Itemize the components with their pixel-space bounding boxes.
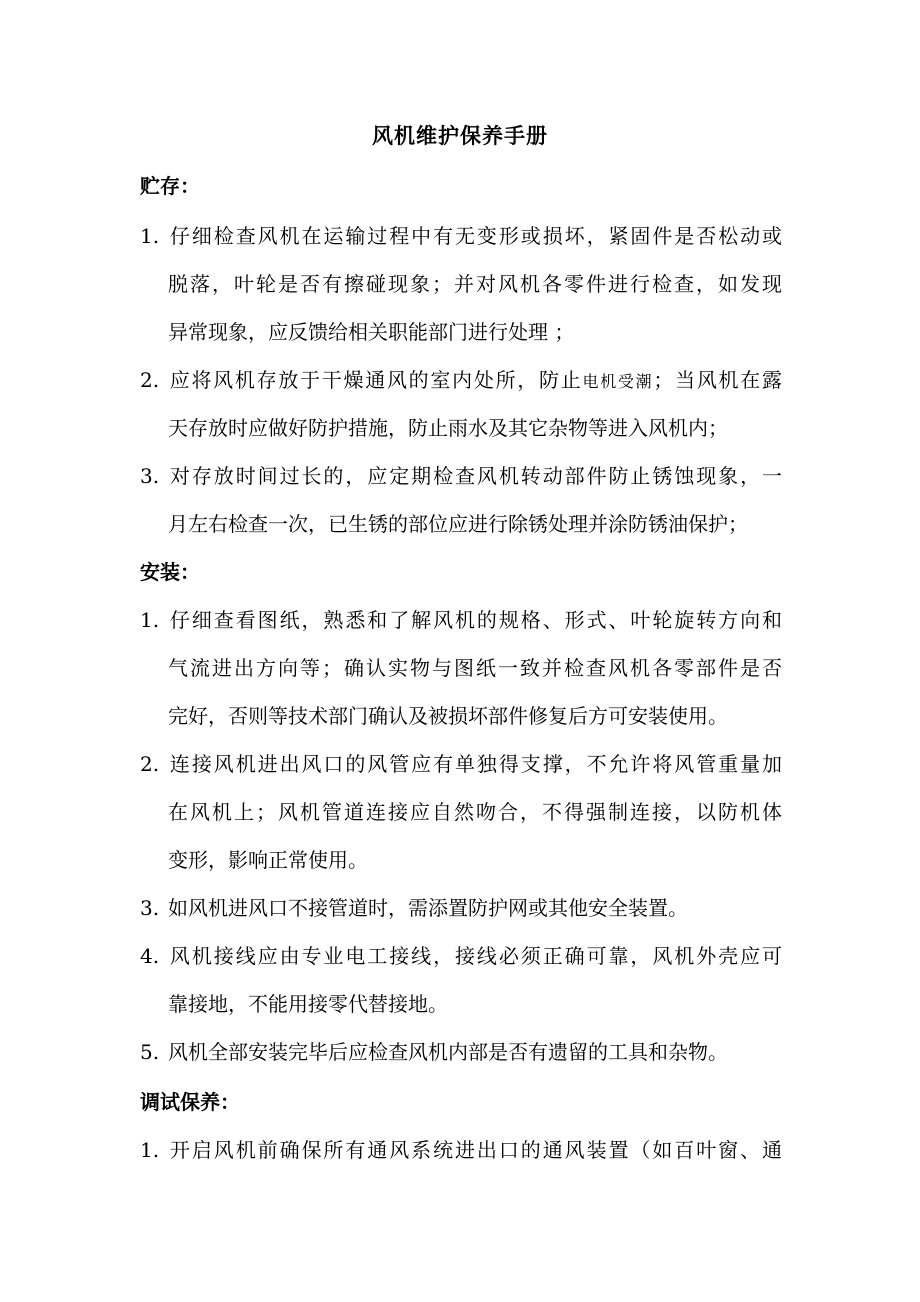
item-line: [140, 218, 782, 266]
list-item-storage-1: [140, 218, 782, 362]
section-heading-storage: 贮存：: [140, 174, 200, 198]
item-number: 1.: [140, 224, 160, 248]
list-item-installation-1: [140, 602, 782, 746]
item-line: [140, 650, 782, 698]
item-text: 对存放时间过长的，应定期检查风机转动部件防止锈蚀现象，一: [168, 464, 782, 488]
item-text: 风机全部安装完毕后应检查风机内部是否有遗留的工具和杂物。: [168, 1040, 728, 1064]
item-text: 变形，影响正常使用。: [168, 848, 368, 872]
list-item-storage-3: [140, 458, 782, 554]
item-number: 5.: [140, 1040, 160, 1064]
item-text: 风机接线应由专业电工接线，接线必须正确可靠，风机外壳应可: [168, 944, 782, 968]
item-text: 异常现象，应反馈给相关职能部门进行处理 ；: [168, 320, 575, 344]
item-text: 完好，否则等技术部门确认及被损坏部件修复后方可安装使用。: [168, 704, 728, 728]
item-line: [140, 602, 782, 650]
item-line: [140, 362, 782, 410]
item-text: 如风机进风口不接管道时，需添置防护网或其他安全装置。: [168, 896, 688, 920]
item-text: 应将风机存放于干燥通风的室内处所，防止: [168, 368, 583, 392]
item-text: 靠接地，不能用接零代替接地。: [168, 992, 448, 1016]
item-number: 2.: [140, 752, 160, 776]
item-text: 天存放时应做好防护措施，防止雨水及其它杂物等进入风机内；: [168, 416, 728, 440]
list-item-commissioning-1: [140, 1132, 782, 1180]
item-number: 1.: [140, 608, 160, 632]
item-text: 仔细查看图纸，熟悉和了解风机的规格、形式、叶轮旋转方向和: [168, 608, 782, 632]
item-line: [140, 1034, 782, 1082]
item-line: [140, 746, 782, 794]
list-item-installation-3: [140, 890, 782, 938]
item-number: 3.: [140, 464, 160, 488]
list-item-storage-2: [140, 362, 782, 458]
item-line: [140, 842, 782, 890]
item-number: 4.: [140, 944, 160, 968]
item-text: ；当风机在露: [653, 368, 783, 392]
item-line: [140, 314, 782, 362]
item-text: 脱落，叶轮是否有擦碰现象；并对风机各零件进行检查，如发现: [168, 272, 782, 296]
item-line: [140, 938, 782, 986]
item-text: 仔细检查风机在运输过程中有无变形或损坏，紧固件是否松动或: [168, 224, 782, 248]
item-number: 2.: [140, 368, 160, 392]
item-text: 连接风机进出风口的风管应有单独得支撑，不允许将风管重量加: [168, 752, 782, 776]
page-title: 风机维护保养手册: [372, 123, 548, 148]
item-number: 3.: [140, 896, 160, 920]
item-text-small: 电机受潮: [582, 372, 654, 391]
item-number: 1.: [140, 1138, 160, 1162]
item-line: [140, 1132, 782, 1180]
item-line: [140, 986, 782, 1034]
item-text: 气流进出方向等；确认实物与图纸一致并检查风机各零部件是否: [168, 656, 782, 680]
section-heading-installation: 安装：: [140, 560, 200, 584]
item-line: [140, 698, 782, 746]
item-line: [140, 794, 782, 842]
section-heading-commissioning: 调试保养：: [140, 1090, 240, 1114]
item-line: [140, 890, 782, 938]
item-line: [140, 458, 782, 506]
item-line: [140, 506, 782, 554]
list-item-installation-5: [140, 1034, 782, 1082]
item-line: [140, 410, 782, 458]
list-item-installation-2: [140, 746, 782, 890]
item-line: [140, 266, 782, 314]
list-item-installation-4: [140, 938, 782, 1034]
item-text: 在风机上；风机管道连接应自然吻合，不得强制连接，以防机体: [168, 800, 782, 824]
item-text: 开启风机前确保所有通风系统进出口的通风装置（如百叶窗、通: [168, 1138, 782, 1162]
item-text: 月左右检查一次，已生锈的部位应进行除锈处理并涂防锈油保护；: [168, 512, 748, 536]
